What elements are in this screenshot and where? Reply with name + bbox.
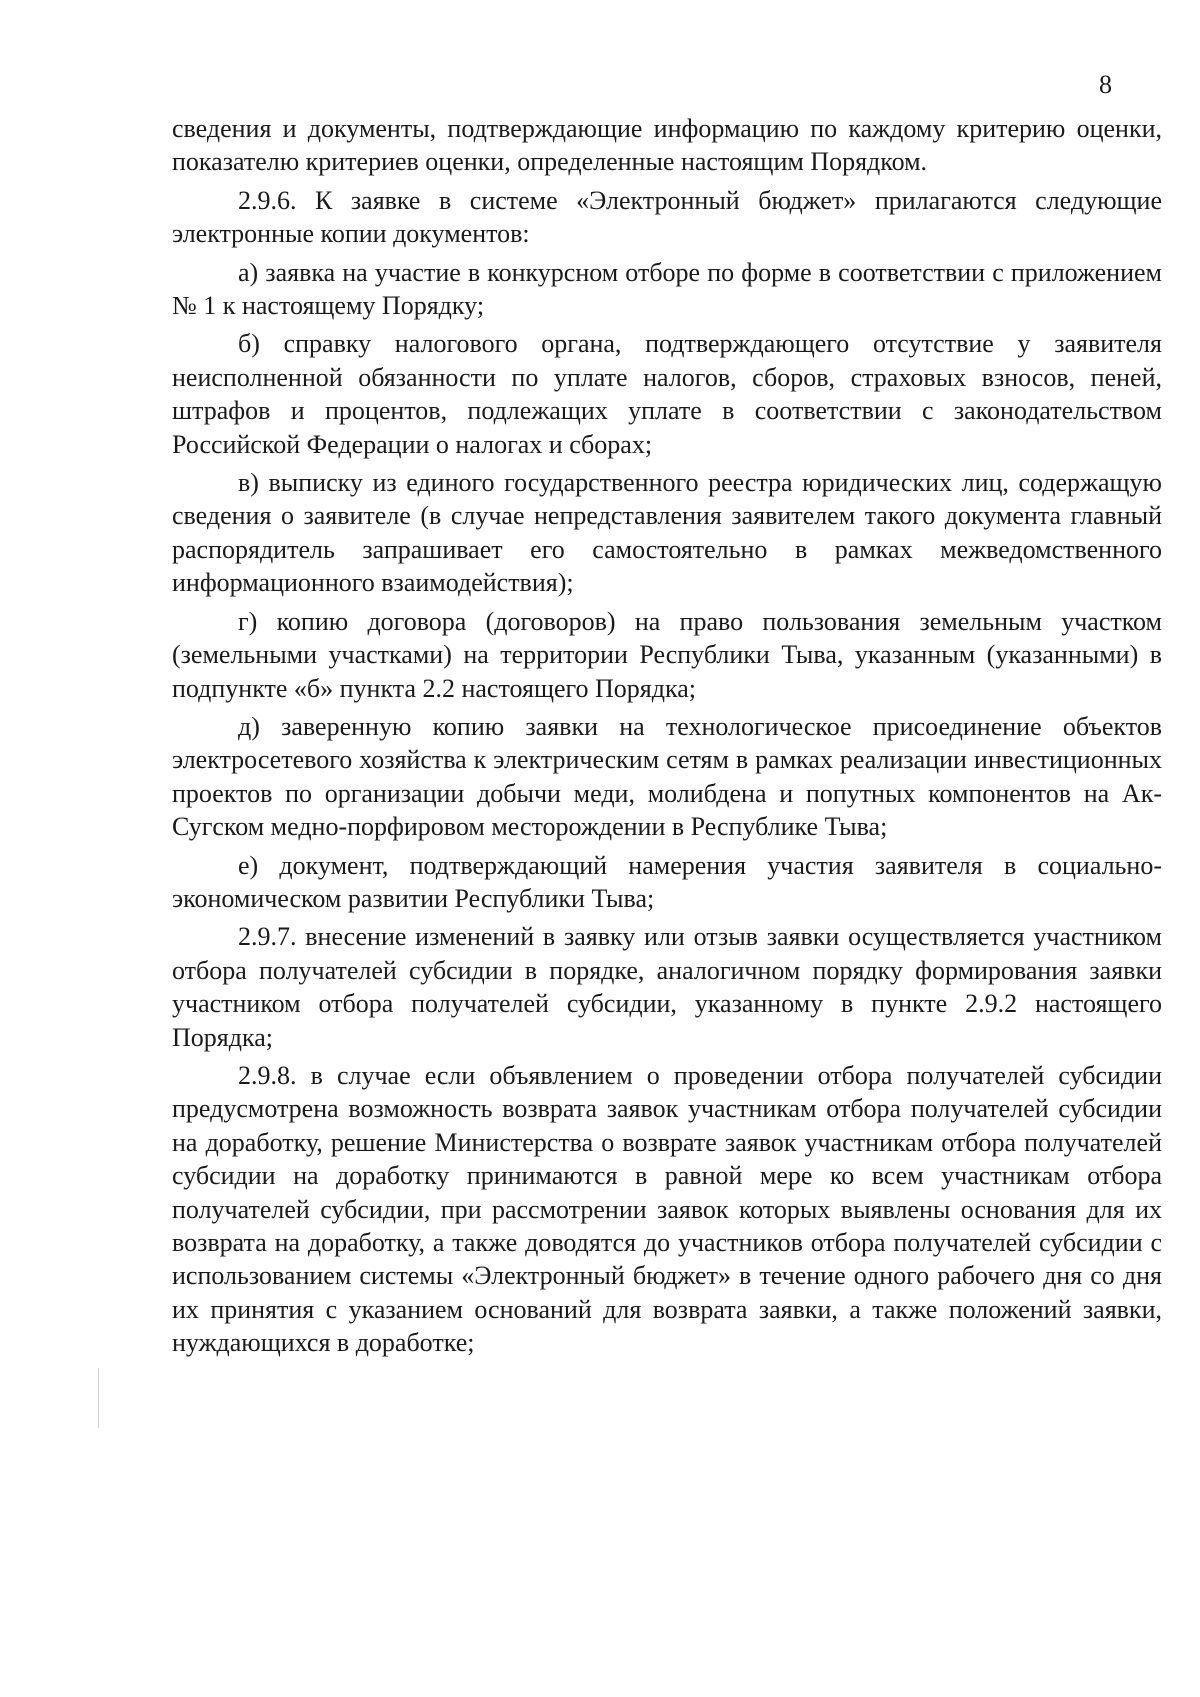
list-item-e: е) документ, подтверждающий намерения участия заявителя в социально-экономическом развитии Республики Тыва; [172,850,1162,913]
paragraph-2-9-8: 2.9.8. в случае если объявлением о проведении отбора получателей субсидии предусмотрена возможность возврата заявок участникам отбора получателей субсидии на доработку, решение Министерства о возврате заявок участникам отбора получателей субсидии на доработку принимаются в равной мере ко всем участникам отбора получателей субсидии, при рассмотрении заявок которых выявлены основания для их возврата на доработку, а также доводятся до участников отбора получателей субсидии с использованием системы «Электронный бюджет» в течение одного рабочего дня со дня их принятия с указанием оснований для возврата заявки, а также положений заявки, нуждающихся в доработке; [172,1060,1162,1358]
paragraph-2-9-7: 2.9.7. внесение изменений в заявку или отзыв заявки осуществляется участником отбора получателей субсидии в порядке, аналогичном порядку формирования заявки участником отбора получателей субсидии, указанному в пункте 2.9.2 настоящего Порядка; [172,922,1162,1052]
page-number: 8 [1099,70,1112,99]
list-item-v: в) выписку из единого государственного реестра юридических лиц, содержащую сведения о заявителе (в случае непредставления заявителем такого документа главный распорядитель запрашивает его самостоятельно в рамках межведомственного информационного взаимодействия); [172,468,1162,598]
list-item-a: а) заявка на участие в конкурсном отборе по форме в соответствии с приложением № 1 к настоящему Порядку; [172,257,1162,321]
margin-scan-mark [98,1368,99,1428]
list-item-g: г) копию договора (договоров) на право пользования земельным участком (земельными участками) на территории Республики Тыва, указанным (указанными) в подпункте «б» пункта 2.2 настоящего Порядка; [172,606,1162,703]
paragraph-continuation: сведения и документы, подтверждающие информацию по каждому критерию оценки, показателю критериев оценки, определенные настоящим Порядком. [172,114,1162,177]
paragraph-2-9-6: 2.9.6. К заявке в системе «Электронный бюджет» прилагаются следующие электронные копии документов: [172,185,1162,249]
document-body [172,112,1162,1365]
list-item-b: б) справку налогового органа, подтверждающего отсутствие у заявителя неисполненной обязанности по уплате налогов, сборов, страховых взносов, пеней, штрафов и процентов, подлежащих уплате в соответствии с законодательством Российской Федерации о налогах и сборах; [172,329,1162,459]
list-item-d: д) заверенную копию заявки на технологическое присоединение объектов электросетевого хозяйства к электрическим сетям в рамках реализации инвестиционных проектов по организации добычи меди, молибдена и попутных компонентов на Ак-Сугском медно-порфировом месторождении в Республике Тыва; [172,711,1162,842]
